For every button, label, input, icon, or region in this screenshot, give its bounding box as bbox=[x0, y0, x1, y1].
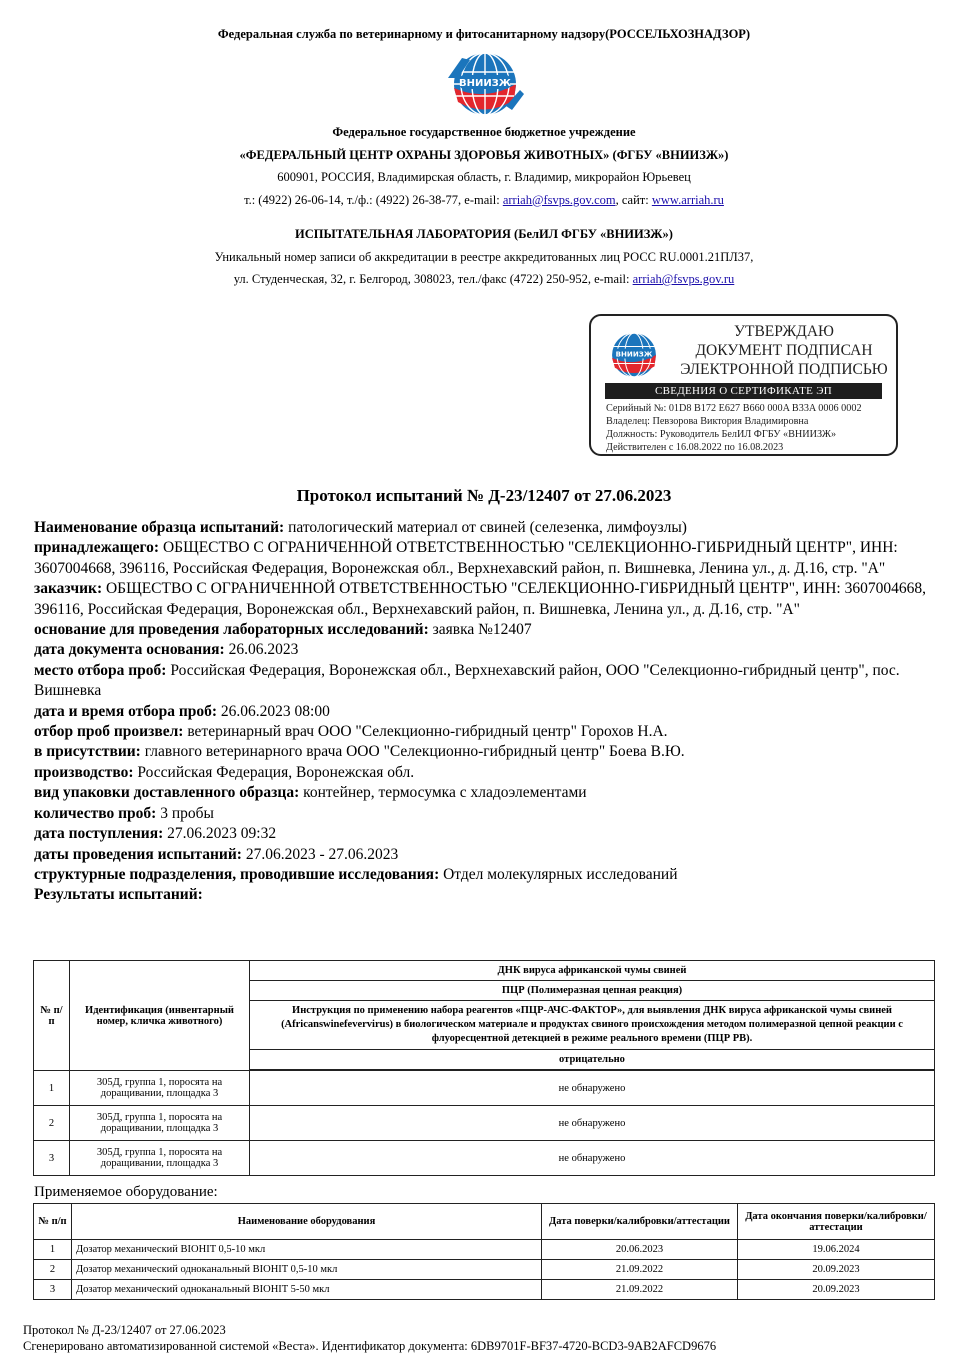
norm-value-header: отрицательно bbox=[250, 1050, 935, 1070]
indicator-header: ДНК вируса африканской чумы свиней bbox=[250, 961, 935, 981]
cert-owner: Владелец: Певзорова Виктория Владимировна bbox=[606, 416, 809, 427]
field-basis: основание для проведения лабораторных исследований: заявка №12407 bbox=[34, 621, 532, 639]
equip-col-end-date: Дата окончания поверки/калибровки/аттестации bbox=[738, 1204, 935, 1240]
field-in-presence: в присутствии: главного ветеринарного врача ООО "Селекционно-гибридный центр" Боева В.Ю. bbox=[34, 743, 685, 761]
method-header: ПЦР (Полимеразная цепная реакция) bbox=[250, 981, 935, 1001]
field-received-date: дата поступления: 27.06.2023 09:32 bbox=[34, 825, 277, 843]
field-test-dates: даты проведения испытаний: 27.06.2023 - 27.06.2023 bbox=[34, 845, 399, 863]
svg-text:ВНИИЗЖ: ВНИИЗЖ bbox=[458, 78, 512, 89]
page-footer bbox=[23, 1322, 716, 1354]
results-table bbox=[33, 960, 935, 1176]
table-row: 1 305Д, группа 1, поросята на доращивании, площадка 3 не обнаружено bbox=[34, 1071, 935, 1106]
lab-name: ИСПЫТАТЕЛЬНАЯ ЛАБОРАТОРИЯ (БелИЛ ФГБУ «ВНИИЗЖ») bbox=[295, 227, 673, 241]
certificate-info-bar: СВЕДЕНИЯ О СЕРТИФИКАТЕ ЭП bbox=[605, 383, 882, 399]
institution-header bbox=[0, 121, 968, 291]
equip-col-date: Дата поверки/калибровки/аттестации bbox=[542, 1204, 738, 1240]
field-sampled-by: отбор проб произвел: ветеринарный врач ООО "Селекционно-гибридный центр" Горохов Н.А. bbox=[34, 723, 668, 741]
field-sampling-place: место отбора проб: Российская Федерация, Воронежская обл., Верхнехавский район, ООО "Селекционно-гибридный центр", пос. Вишневка bbox=[34, 661, 900, 700]
stamp-logo-icon bbox=[605, 326, 663, 384]
footer-protocol-ref: Протокол № Д-23/12407 от 27.06.2023 bbox=[23, 1323, 226, 1337]
table-row: 1 Дозатор механический BIOHIT 0,5-10 мкл 20.06.2023 19.06.2024 bbox=[34, 1240, 935, 1260]
field-owner: принадлежащего: ОБЩЕСТВО С ОГРАНИЧЕННОЙ ОТВЕТСТВЕННОСТЬЮ "СЕЛЕКЦИОННО-ГИБРИДНЫЙ ЦЕНТР", ИНН: 3607004668, 396116, Российская Федерация, Воронежская обл., Верхнехавский район, п. Вишневка, Ленина ул., д. Д.16, стр. "А" bbox=[34, 539, 898, 577]
svg-text:ВНИИЗЖ: ВНИИЗЖ bbox=[615, 349, 653, 359]
field-sample-count: количество проб: 3 пробы bbox=[34, 804, 214, 822]
equipment-caption: Применяемое оборудование: bbox=[34, 1184, 218, 1200]
lab-email-link[interactable]: arriah@fsvps.gov.ru bbox=[632, 272, 735, 286]
institution-name: «ФЕДЕРАЛЬНЫЙ ЦЕНТР ОХРАНЫ ЗДОРОВЬЯ ЖИВОТНЫХ» (ФГБУ «ВНИИЗЖ») bbox=[239, 147, 729, 162]
cert-validity: Действителен с 16.08.2022 по 16.08.2023 bbox=[606, 442, 784, 453]
equipment-table bbox=[33, 1203, 935, 1300]
lab-accreditation: Уникальный номер записи об аккредитации в реестре аккредитованных лиц РОСС RU.0001.21ПЛ37, bbox=[214, 249, 754, 264]
equip-col-number: № п/п bbox=[34, 1204, 72, 1240]
normative-doc-header: Инструкция по применению набора реагентов «ПЦР-АЧС-ФАКТОР», для выявления ДНК вируса африканской чумы свиней (Africanswinefevervirus) в биологическом материале и продуктах свиного происхождения методом полимеразной цепной реакции с флуоресцентной детекцией в режиме реального времени (ПЦР РВ). bbox=[250, 1001, 935, 1050]
field-departments: структурные подразделения, проводившие исследования: Отдел молекулярных исследований bbox=[34, 865, 678, 883]
field-production: производство: Российская Федерация, Воронежская обл. bbox=[34, 763, 415, 781]
institution-contacts: т.: (4922) 26-06-14, т./ф.: (4922) 26-38-77, e-mail: arriah@fsvps.gov.com, сайт: www.arriah.ru bbox=[244, 192, 724, 207]
institution-address: 600901, РОССИЯ, Владимирская область, г. Владимир, микрорайон Юрьевец bbox=[277, 170, 691, 184]
protocol-title: Протокол испытаний № Д-23/12407 от 27.06.2023 bbox=[296, 486, 672, 505]
col-number-header: № п/п bbox=[34, 961, 70, 1071]
field-sample-name: Наименование образца испытаний: патологический материал от свиней (селезенка, лимфоузлы) bbox=[34, 519, 687, 536]
electronic-signature-stamp bbox=[589, 314, 898, 456]
field-basis-date: дата документа основания: 26.06.2023 bbox=[34, 641, 299, 659]
institution-type: Федеральное государственное бюджетное учреждение bbox=[332, 125, 636, 139]
table-row: 3 Дозатор механический одноканальный BIOHIT 5-50 мкл 21.09.2022 20.09.2023 bbox=[34, 1280, 935, 1300]
field-sampling-datetime: дата и время отбора проб: 26.06.2023 08:00 bbox=[34, 702, 330, 720]
table-row: 2 Дозатор механический одноканальный BIOHIT 0,5-10 мкл 21.09.2022 20.09.2023 bbox=[34, 1260, 935, 1280]
field-customer: заказчик: ОБЩЕСТВО С ОГРАНИЧЕННОЙ ОТВЕТСТВЕННОСТЬЮ "СЕЛЕКЦИОННО-ГИБРИДНЫЙ ЦЕНТР", ИНН: 3607004668, 396116, Российская Федерация, Воронежская обл., Верхнехавский район, п. Вишневка, Ленина ул., д. Д.16, стр. "А" bbox=[34, 580, 926, 618]
cert-serial: Серийный №: 01D8 B172 E627 B660 000A B33A 0006 0002 bbox=[606, 403, 862, 414]
cert-position: Должность: Руководитель БелИЛ ФГБУ «ВНИИЗЖ» bbox=[606, 429, 837, 440]
vniizzh-logo-icon bbox=[444, 44, 526, 124]
certificate-details bbox=[606, 402, 862, 454]
table-row: 2 305Д, группа 1, поросята на доращивании, площадка 3 не обнаружено bbox=[34, 1106, 935, 1141]
stamp-title: УТВЕРЖДАЮ ДОКУМЕНТ ПОДПИСАН ЭЛЕКТРОННОЙ ПОДПИСЬЮ bbox=[680, 323, 888, 378]
protocol-fields bbox=[34, 518, 934, 906]
results-heading: Результаты испытаний: bbox=[34, 886, 203, 904]
lab-address: ул. Студенческая, 32, г. Белгород, 308023, тел./факс (4722) 250-952, e-mail: arriah@fsvps.gov.ru bbox=[233, 272, 735, 286]
table-row: 3 305Д, группа 1, поросята на доращивании, площадка 3 не обнаружено bbox=[34, 1141, 935, 1176]
email-link[interactable]: arriah@fsvps.gov.com bbox=[502, 192, 616, 207]
website-link[interactable]: www.arriah.ru bbox=[651, 192, 724, 207]
col-identification-header: Идентификация (инвентарный номер, кличка животного) bbox=[70, 961, 250, 1071]
footer-generated-by: Сгенерировано автоматизированной системой «Веста». Идентификатор документа: 6DB9701F-BF37-4720-BCD3-9AB2AFCD9676 bbox=[23, 1339, 717, 1353]
equip-col-name: Наименование оборудования bbox=[72, 1204, 542, 1240]
agency-name: Федеральная служба по ветеринарному и фитосанитарному надзору(РОССЕЛЬХОЗНАДЗОР) bbox=[217, 27, 751, 41]
field-packaging: вид упаковки доставленного образца: контейнер, термосумка с хладоэлементами bbox=[34, 784, 587, 802]
